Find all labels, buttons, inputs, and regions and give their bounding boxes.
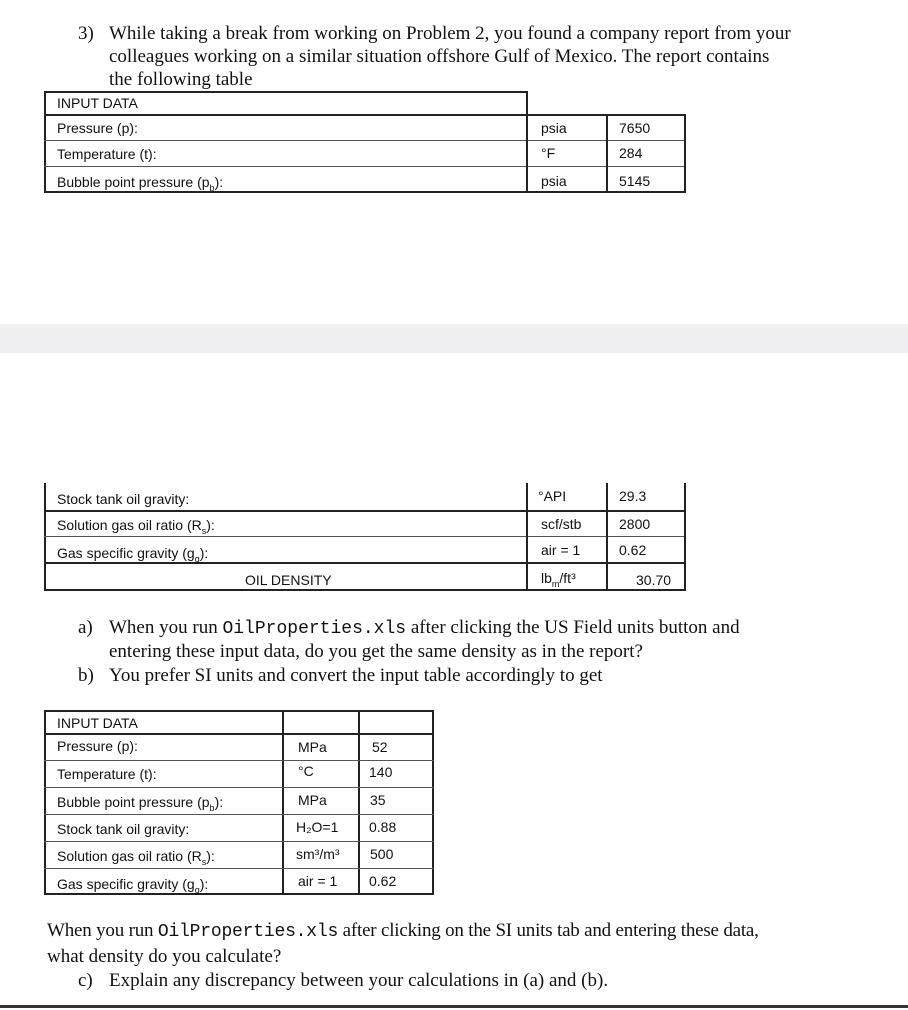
closing-line-2: what density do you calculate? xyxy=(47,946,282,967)
si-label-temperature: Temperature (t): xyxy=(57,766,157,782)
row-label-stock-tank-gravity: Stock tank oil gravity: xyxy=(57,491,190,507)
file-name-code: OilProperties.xls xyxy=(222,619,407,639)
row-value-gas-specific-gravity: 0.62 xyxy=(619,542,647,558)
row-value-pressure: 7650 xyxy=(619,120,651,136)
row-label-gas-specific-gravity: Gas specific gravity $(g_g)$: xyxy=(57,545,209,564)
problem-text-line-2: colleagues working on a similar situation offshore Gulf of Mexico. The report contains xyxy=(109,46,770,67)
si-value-solution-gas-oil-ratio: 500 xyxy=(370,846,394,862)
si-value-bubble-point: 35 xyxy=(370,792,386,808)
question-c-text: Explain any discrepancy between your calculations in (a) and (b). xyxy=(109,970,609,991)
question-a-line-1: When you run OilProperties.xls after clicking the US Field units button and xyxy=(109,617,740,639)
row-label-bubble-point: Bubble point pressure $(p_b)$: xyxy=(57,174,224,193)
si-value-temperature: 140 xyxy=(369,764,393,780)
question-b-text: You prefer SI units and convert the input table accordingly to get xyxy=(109,665,603,686)
problem-text-line-3: the following table xyxy=(109,69,253,90)
row-value-bubble-point: 5145 xyxy=(619,173,651,189)
si-unit-pressure: MPa xyxy=(298,739,327,755)
si-value-gas-specific-gravity: 0.62 xyxy=(369,873,397,889)
row-unit-pressure: psia xyxy=(541,120,567,136)
si-unit-solution-gas-oil-ratio: sm³/m³ xyxy=(296,846,340,862)
page-separator-band xyxy=(0,324,908,353)
oil-density-label: OIL DENSITY xyxy=(245,572,332,588)
closing-line-1: When you run OilProperties.xls after clicking on the SI units tab and entering these data, xyxy=(47,920,759,942)
table-header: INPUT DATA xyxy=(57,715,138,731)
row-unit-solution-gas-oil-ratio: scf/stb xyxy=(541,516,582,532)
row-unit-gas-specific-gravity: air = 1 xyxy=(541,542,581,558)
si-unit-temperature: °C xyxy=(298,763,314,779)
row-value-temperature: 284 xyxy=(619,145,643,161)
oil-density-value: 30.70 xyxy=(636,572,672,588)
row-label-solution-gas-oil-ratio: Solution gas oil ratio $(R_s)$: xyxy=(57,517,215,536)
si-value-stock-tank-gravity: 0.88 xyxy=(369,819,397,835)
problem-number: 3) xyxy=(78,23,94,44)
row-label-temperature: Temperature (t): xyxy=(57,146,157,162)
question-b-letter: b) xyxy=(78,665,94,686)
question-a-letter: a) xyxy=(78,617,93,638)
table-header: INPUT DATA xyxy=(57,95,138,111)
question-c-letter: c) xyxy=(78,970,93,991)
si-label-solution-gas-oil-ratio: Solution gas oil ratio $(R_s)$: xyxy=(57,848,215,867)
row-unit-bubble-point: psia xyxy=(541,173,567,189)
row-unit-temperature: °F xyxy=(541,145,556,161)
question-a-line-2: entering these input data, do you get the same density as in the report? xyxy=(109,641,643,662)
row-value-solution-gas-oil-ratio: 2800 xyxy=(619,516,651,532)
oil-density-unit: $lb_m$/ft³ xyxy=(541,570,576,589)
si-label-bubble-point: Bubble point pressure $(p_b)$: xyxy=(57,794,224,813)
si-label-stock-tank-gravity: Stock tank oil gravity: xyxy=(57,821,190,837)
si-unit-bubble-point: MPa xyxy=(298,792,327,808)
file-name-code: OilProperties.xls xyxy=(157,922,339,942)
si-unit-gas-specific-gravity: air = 1 xyxy=(298,873,338,889)
si-label-gas-specific-gravity: Gas specific gravity $(g_g)$: xyxy=(57,876,209,895)
si-label-pressure: Pressure (p): xyxy=(57,738,138,754)
row-value-stock-tank-gravity: 29.3 xyxy=(619,488,647,504)
si-unit-stock-tank-gravity: H₂O=1 xyxy=(296,819,339,835)
row-label-pressure: Pressure (p): xyxy=(57,120,138,136)
row-unit-stock-tank-gravity: °API xyxy=(538,488,567,504)
page-bottom-edge xyxy=(0,1005,908,1008)
si-value-pressure: 52 xyxy=(372,739,388,755)
problem-text-line-1: While taking a break from working on Problem 2, you found a company report from your xyxy=(109,23,791,44)
